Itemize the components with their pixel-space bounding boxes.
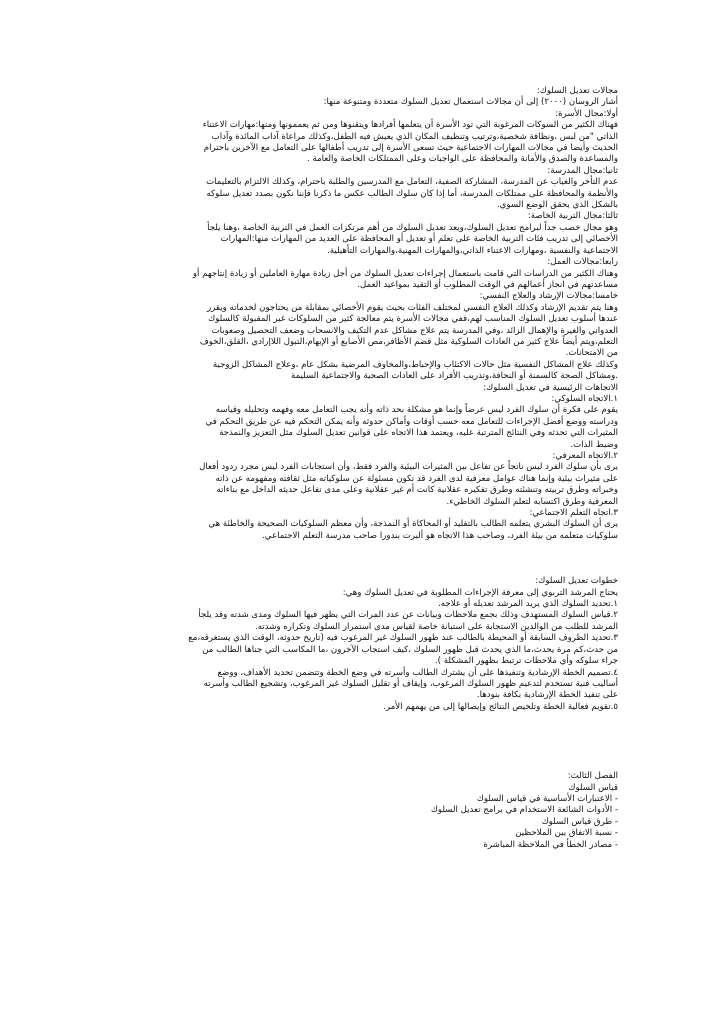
section-modification-steps [112, 576, 618, 713]
list-item: ٥.تقويم فعالية الخطة وتلخيص النتائج وإيصالها إلى من يهمهم الأمر. [383, 701, 618, 712]
subheading: خامسا:مجالات الإرشاد والعلاج النفسي: [479, 291, 618, 302]
section-heading: خطوات تعديل السلوك: [535, 576, 618, 587]
chapter-heading: الفصل الثالث: [567, 771, 618, 782]
paragraph-line: الأخصائي إلى تدريب فئات التربية الخاصة على تعلم أو تعديل أو المحافظة على العديد من المهارات منها:المهارات [220, 234, 618, 245]
paragraph-line: المثيرات التي تحدثه وفي النتائج المترتبة عليه، ويعتمد هذا الاتجاه على قوانين تعديل السلوك مثل التعزيز والنمذجة [219, 428, 618, 439]
chapter-title: قياس السلوك [568, 782, 618, 793]
list-item: ٢.قياس السلوك المستهدف وذلك بجمع ملاحظات وبيانات عن عدد المرات التي يظهر فيها السلوك ومدى شدته وقد يلجأ [198, 610, 618, 621]
paragraph-line: على مثيرات بيئية وإنما هناك عوامل معرفية لدى الفرد قد تكون مسئولة عن سلوكياته مثل ثقافته ومفهومه عن ذاته [215, 473, 618, 484]
list-item: المرشد للطلب من الوالدين الاستجابة على استبانة خاصة لقياس مدى استمرار السلوك وتكراره وشدته. [254, 621, 618, 632]
paragraph-line: وكذلك علاج المشاكل النفسية مثل حالات الاكتئاب والإحباط،والمخاوف المرضية بشكل عام ،وعلاج المشاكل الزوجية [212, 359, 618, 370]
paragraph-line: .ومشاكل الصحة كالسمنة أو النحافة،وتدريب الأفراد على العادات الصحية والاجتماعية السليمة [290, 371, 618, 382]
paragraph-line: وهناك الكثير من الدراسات التي قامت باستعمال إجراءات تعديل السلوك من أجل زيادة مهارة العاملين أو زيادة إنتاجهم أو [192, 268, 618, 279]
paragraph-line: وضبط الذات. [570, 439, 618, 450]
paragraph-line: عدم التأخر والغياب عن المدرسة، المشاركة الصفية، التعامل مع المدرسين والطلبة باحترام، وكذلك الالتزام بالتعليمات [206, 177, 618, 188]
paragraph-line: والأنظمة والمحافظة على ممتلكات المدرسة، أما إذا كان سلوك الطالب عكس ما ذكرنا فإننا نكون بصدد تعديل سلوكه [206, 188, 618, 199]
paragraph-line: أشار الروسان (٢٠٠٠) إلى أن مجالات استعمال تعديل السلوك متعددة ومتنوعة منها: [323, 97, 618, 108]
section-behavior-modification-fields [112, 86, 618, 542]
paragraph-line: الحديث وأيضا في مجالات المهارات الاجتماعية حيث تسعى الأسرة إلى تدريب أطفالها على التعامل مع الآخرين باحترام [203, 143, 618, 154]
list-item: ٣.تحديد الظروف السابقة أو المحيطة بالطالب عند ظهور السلوك غير المرغوب فيه (تاريخ حدوثه، الوقت الذي يستغرقه،مع [188, 633, 618, 644]
paragraph-line: الذاتي "من لبس ،ونظافة شخصية،وترتيب وتنظيف المكان الذي يعيش فيه الطفل،وكذلك مراعاة آداب المائدة وآداب [211, 131, 618, 142]
paragraph-line: بالشكل الذي يحقق الوضع السوي. [496, 200, 618, 211]
list-item: أساليب فنية تستخدم لتدعيم ظهور السلوك المرغوب، وإيقاف أو تقليل السلوك غير المرغوب، وتشجيع الطالب وأسرته [203, 678, 618, 689]
list-item: من حدث،كم مرة يحدث،ما الذي يحدث قبل ظهور السلوك ،كيف استجاب الآخرون ،ما المكاسب التي جناها الطالب من [202, 644, 618, 655]
paragraph-line: المعرفية وطرق اكتسابه لتعلم السلوك الخاطيء. [446, 496, 618, 507]
paragraph-line: يرى أن السلوك البشري يتعلمه الطالب بالتقليد أو المحاكاة أو النمذجة، وأن معظم السلوكيات الصحيحة والخاطئة هي [208, 519, 618, 530]
list-item: - مصادر الخطأ في الملاحظة المباشرة [483, 839, 618, 850]
paragraph-line: العدواني والغيرة والإهمال الزائد ،وفي المدرسة يتم علاج مشاكل عدم التكيف والانسحاب وضعف التحصيل وصعوبات [211, 325, 618, 336]
list-item: ١.تحديد السلوك الذي يريد المرشد تعديله أو علاجه. [438, 599, 618, 610]
spacer [112, 713, 618, 771]
paragraph-line: الاجتماعية والنفسية ،ومهارات الاعتناء الذاتي،والمهارات المهنية،والمهارات التأهيلية. [327, 245, 618, 256]
paragraph-line: التعلم،ويتم أيضاً علاج كثير من العادات السلوكية مثل قضم الأظافر،مص الأصابع أو الإبهام،التبول اللاإرادي ،القلق،الخوف [199, 336, 618, 347]
paragraph-line: وهو مجال خصب جداً لبرامج تعديل السلوك،ويعد تعديل السلوك من أهم مرتكزات العمل في التربية الخاصة ،وهنا يلجأ [207, 222, 618, 233]
paragraph-line: وهنا يتم تقديم الإرشاد وكذلك العلاج النفسي لمختلف الفئات بحيث يقوم الأخصائي بمقابلة من يحتاجون لخدماته ويقرر [207, 302, 618, 313]
list-item: على تنفيذ الخطة الإرشادية بكافة بنودها. [476, 690, 618, 701]
list-item: - الاعتبارات الأساسية في قياس السلوك [476, 793, 618, 804]
subheading: ٢.الاتجاه المعرفي: [552, 451, 618, 461]
subheading: ٣.اتجاه التعلم الاجتماعي: [529, 508, 618, 519]
list-item: - نسبة الاتفاق بين الملاحظين [515, 828, 618, 839]
list-item: جراء سلوكه وأي ملاحظات ترتبط بظهور المشكلة ). [434, 656, 618, 667]
list-item: - طرق قياس السلوك [541, 816, 618, 827]
paragraph-line: مساعدتهم في انجاز أعمالهم في الوقت المطلوب أو التقيد بمواعيد العمل. [357, 279, 618, 290]
paragraph-line: عندها أسلوب تعديل السلوك المناسب لهم،ففي مجالات الأسرة يتم معالجة كثير من السلوكات غير المقبولة كالسلوك [208, 314, 618, 325]
paragraph-line: ودراسته ووضع أفضل الإجراءات للتعامل معه حسب أوقات وأماكن حدوثه وأنه يمكن التحكم فيه عن طريق التحكم في [205, 416, 618, 427]
paragraph-line: يقوم على فكرة أن سلوك الفرد ليس عرضاً وإنما هو مشكلة بحد ذاته وأنه يجب التعامل معه وفهمه وتحليله وقياسه [215, 405, 618, 416]
paragraph-line: فهناك الكثير من السوكات المرغوبة التي تود الأسرة أن يتعلمها أفرادها ويتقنوها ومن ثم يعممونها ومنها:مهارات الاعتناء [202, 120, 618, 131]
paragraph-line: يرى بأن سلوك الفرد ليس ناتجاً عن تفاعل بين المثيرات البيئية والفرد فقط، وأن استجابات الفرد ليس مجرد ردود أفعال [199, 462, 618, 473]
paragraph-line: سلوكيات متعلمه من بيئة الفرد، وصاحب هذا الاتجاه هو ألبرت بندورا صاحب مدرسة التعلم الاجتماعي. [262, 530, 618, 541]
subheading: ١.الاتجاه السلوكي: [551, 393, 618, 404]
paragraph-line: من الامتحانات. [565, 348, 618, 359]
subheading: ثالثا:مجال التربية الخاصة: [527, 211, 618, 222]
section-chapter-three [112, 771, 618, 851]
document-page [112, 86, 618, 851]
section-heading: مجالات تعديل السلوك: [536, 86, 618, 96]
paragraph-line: والمساعدة والصدق والأمانة والمحافظة على الواجبات وعلى الممتلكات الخاصة والعامة . [306, 154, 618, 165]
subheading: رابعا:مجالات العمل: [547, 257, 618, 268]
list-item: ٤.تصميم الخطة الإرشادية وتنفيذها على أن يشترك الطالب وأسرته في وضع الخطة وتتضمن تحديد الأهداف، ووضع [217, 667, 618, 678]
list-item: - الأدوات الشائعة الاستخدام في برامج تعديل السلوك [430, 805, 618, 816]
spacer [112, 542, 618, 576]
paragraph-line: وخبراته وطرق تربيته وتنشئته وطرق تفكيره عقلانية كانت أم غير عقلانية وعلى مدى تفاعل حديثه الداخل مع بناءاته [216, 485, 618, 496]
subheading: أولا:مجال الأسرة: [555, 108, 618, 119]
subheading: ثانيا:مجال المدرسة: [547, 165, 618, 176]
paragraph-line: يحتاج المرشد التربوي إلى معرفة الإجراءات المطلوبة في تعديل السلوك وهي: [342, 587, 618, 598]
subheading: الاتجاهات الرئيسية في تعديل السلوك: [483, 382, 618, 393]
